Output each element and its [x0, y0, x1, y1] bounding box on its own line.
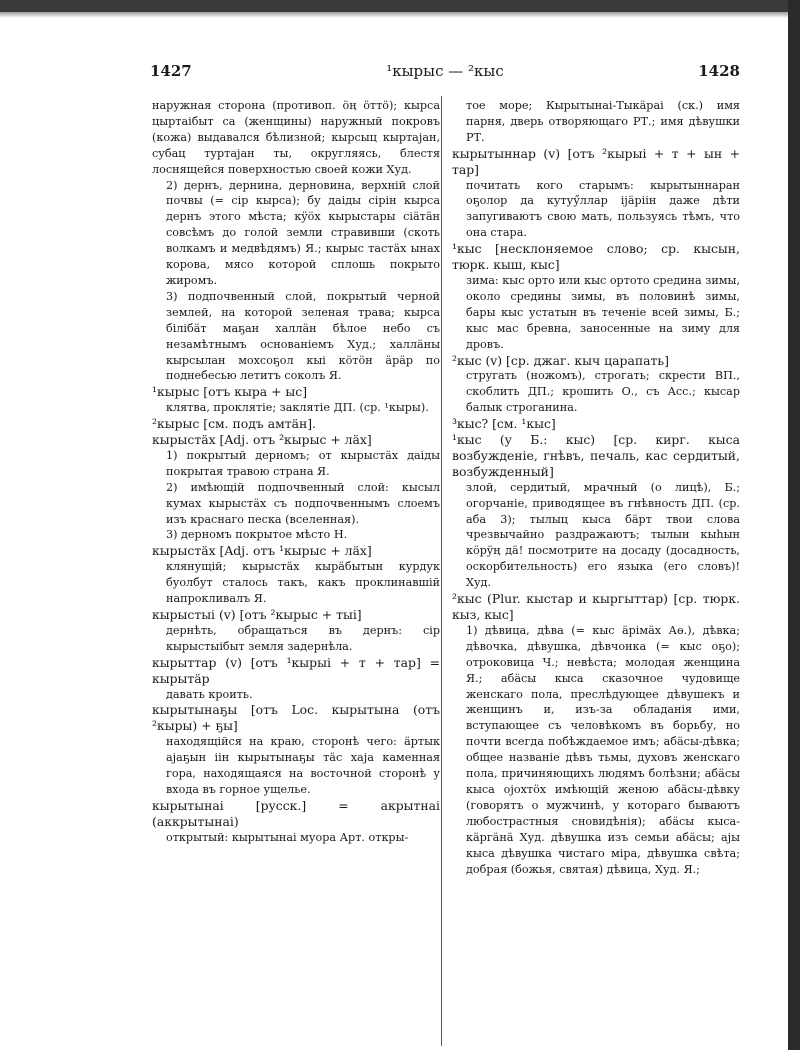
entry-line: тое море; Кырытынаі-Тыкäраі (ск.) имя парня, дверь отворяющаго РТ.; имя дѣвушки РТ. [466, 99, 740, 144]
headword: ¹кыс (у Б.: кыс) [ср. кирг. кыса возбужденіе, гнѣвъ, печаль, кас сердитый, возбужденный] [452, 432, 740, 479]
headword: ²кырыс [см. подъ амтäн]. [152, 416, 317, 432]
entry-line: 2) имѣющій подпочвенный слой: кысыл кумах кырыстäх съ подпочвеннымъ слоемъ изъ краснаго песка (вселенная). [166, 480, 440, 526]
column-divider [441, 96, 442, 1046]
headword: ¹кырыс [отъ кыра + ыс] [152, 384, 308, 400]
entry-line: клятва, проклятіе; заклятіе ДП. (ср. ¹кыры). [166, 401, 429, 415]
entry-line: 2) дернъ, дернина, дерновина, верхній слой почвы (= сір кырса); бу даіды сірін кырса дернъ этого мѣста; кÿöх кырыстары сіäтäн совсѣмъ до голой земли стравивши (скоть волкамъ и медвѣдямъ) Я.; кырыс тастäх ынах корова, мясо которой сплошь покрыто жиромъ. [166, 178, 440, 287]
headword: ¹кыс [несклоняемое слово; ср. кысын, тюрк. кыш, кыс] [452, 241, 740, 273]
entry-line: 3) подпочвенный слой, покрытый черной землей, на которой зеленая трава; кырса білібäт маҕан халлäн бѣлое небо съ незамѣтнымъ основаніемъ Худ.; халлäны кырсылан мохсоҕол кыі кöтöн äрäр по поднебесью летитъ соколъ Я. [166, 289, 440, 383]
entry-line: дернѣть, обращаться въ дернъ: сір кырыстыібыт земля задернѣла. [166, 623, 440, 653]
entry-line: зима: кыс орто или кыс ортото средина зимы, около средины зимы, въ половинѣ зимы, бары кыс устатын въ теченіе всей зимы, Б.; кыс мас бревна, заносенные на зиму для дровъ. [466, 273, 740, 351]
headword: кырытынаі [русск.] = акрытнаі (аккрытынаі) [152, 797, 440, 829]
entry-line: клянущій; кырыстäх кырäбытын курдук буолбут сталось такъ, какъ проклинавшій напрокливалъ Я. [166, 560, 440, 606]
headword: кырытынаҕы [отъ Loc. кырытына (отъ ²кыры) + ҕы] [152, 702, 440, 734]
entry-line: находящійся на краю, сторонѣ чего: äртык аjаҕын іін кырытынаҕы тäс хаjа каменная гора, находящаяся на восточной сторонѣ у входа въ горное ущелье. [166, 735, 440, 796]
entry-line: 1) дѣвица, дѣва (= кыс äрімäх Аө.), дѣвка; дѣвочка, дѣвушка, дѣвчонка (= кыс оҕо); отроковица Ч.; невѣста; молодая женщина Я.; абäсы кыса сказочное чудовище женскаго пола, преслѣдующее дѣвушекъ и женщинъ и, изъ-за обладанія ими, вступающее съ человѣкомъ въ борьбу, но почти всегда побѣждаемое имъ; абäсы-дѣвка; общее названіе дѣвъ тьмы, духовъ женскаго пола, причиняющихъ людямъ болѣзни; абäсы кыса оjохтöх имѣющій женою абäсы-дѣвку (говорятъ о мужчинѣ, у котораго бываютъ любострастныя сновидѣнія); абäсы кыса-кäргäнä Худ. дѣвушка изъ семьи абäсы; аjы кыса дѣвушка чистаго міра, дѣвушка свѣта; добрая (божья, святая) дѣвица, Худ. Я.; [466, 623, 740, 876]
headword: кырыттар (v) [отъ ¹кырыі + т + тар] = кырытäр [152, 654, 440, 686]
entry-line: злой, сердитый, мрачный (о лицѣ), Б.; огорчаніе, приводящее въ гнѣвность ДП. (ср. аба 3); тылыц кыса бäрт твои слова чрезвычайно раздражаютъ; тылын кыһын кöрÿң дä! посмотрите на досаду (досадность, оскорбительность) его языка (его словъ)! Худ. [466, 480, 740, 590]
scan-shadow [0, 12, 788, 18]
entry-line: почитать кого старымъ: кырытыннаран оҕолор да кутуӳллар іjäріін даже дѣти запугиваютъ свою мать, пользуясь тѣмъ, что она стара. [466, 178, 740, 240]
scan-edge-top [0, 0, 800, 12]
entry-line: 1) покрытый дерномъ; от кырыстäх даіды покрытая травою страна Я. [166, 448, 440, 478]
headword: кырыстäх [Adj. отъ ²кырыс + лäх] [152, 432, 372, 448]
page-number-left: 1427 [150, 62, 192, 80]
entry-line: давать кроить. [166, 687, 253, 701]
headword: ²кыс (Plur. кыстар и кыргыттар) [ср. тюрк. кыз, кыс] [452, 591, 740, 622]
headword: ²кыс (v) [ср. джаг. кыч царапать] [452, 352, 669, 368]
left-column [152, 98, 440, 846]
entry-line: наружная сторона (противоп. öң öттö); кырса цыртаібыт са (женщины) наружный покровъ (кожа) выдавался бѣлизной; кырсыц кыртаjан, субац туртаjан ты, округляясь, блестя лоснящейся поверхностью своей кожи Худ. [152, 99, 440, 176]
headword: кырытыннар (v) [отъ ²кырыі + т + ын + тар] [452, 145, 740, 177]
page-number-right: 1428 [698, 62, 740, 80]
entry-line: 3) дерномъ покрытое мѣсто Н. [166, 528, 348, 542]
running-title: ¹кырыс — ²кыс [386, 62, 504, 80]
right-column [452, 98, 740, 877]
headword: кырыстыі (v) [отъ ²кырыс + тыі] [152, 607, 362, 622]
entry-line: открытый: кырытынаі муора Арт. откры- [166, 830, 409, 844]
entry-line: стругать (ножомъ), строгать; скрести ВП., скоблить ДП.; крошить О., съ Acc.; кысар балык строганина. [466, 369, 740, 415]
scan-edge-right [788, 0, 800, 1050]
headword: кырыстäх [Adj. отъ ¹кырыс + лäх] [152, 543, 372, 559]
page-header [150, 62, 740, 86]
headword: ³кыс? [см. ¹кыс] [452, 416, 556, 432]
